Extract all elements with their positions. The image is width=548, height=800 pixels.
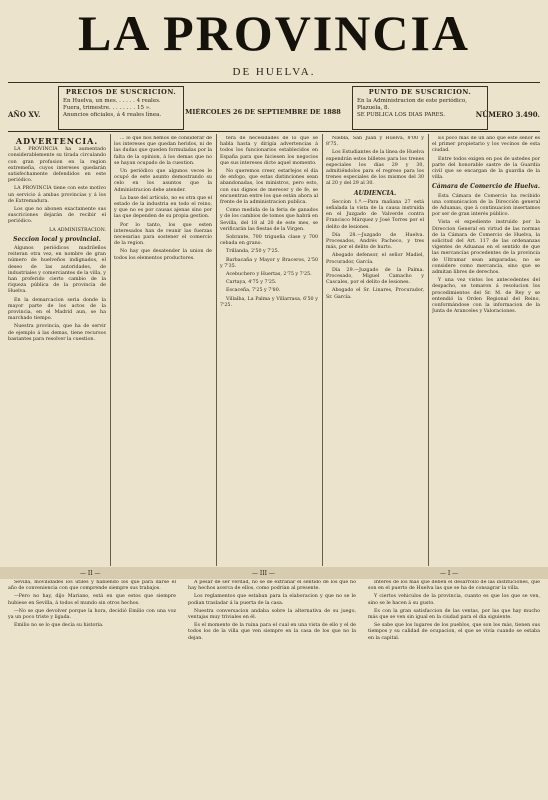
audiencia-heading: AUDIENCIA.: [353, 189, 397, 197]
paragraph: —No se que devolver porque la hora, decidió Emilio con una voz ya un poco triste y ligada.: [8, 608, 176, 621]
paragraph: Sevilla, movilidades los útiles y habiendo los que para darse el año de conveniencia con que comprende siempre sus trabajos.: [8, 580, 176, 592]
price-row: Barbacaña y Mayor y Braceros, 2'50 y 7'35.: [220, 257, 318, 269]
camara-heading: Cámara de Comercio de Huelva.: [432, 183, 540, 191]
top-rule: [8, 82, 540, 83]
column-5: [432, 136, 540, 566]
paragraph: Algunos periódicos madrileños reiteran otra vez, en nombre de gran número de huelveños indignados, el deseo de las autoridades, de industriales y comerciantes de la villa, y han proferido cierto cambio de la riqueza pública de la provincia de Huelva.: [8, 246, 106, 295]
issue-number: NÚMERO 3.490.: [475, 110, 540, 119]
newspaper-subtitle: DE HUELVA.: [232, 66, 316, 78]
price-row: Trillanda, 2'50 y 7'25.: [226, 249, 280, 255]
section-heading: Seccion local y provincial.: [13, 235, 101, 243]
paragraph: Por lo tanto, los que esten interesados han de reunir las fuerzas necesarias para sostener el comercio de la region.: [114, 222, 212, 247]
paragraph: A pesar de ser verdad, no se de extrañar el sentido de los que no hay hechos acerca de ellos, como podrían al presente.: [188, 580, 356, 592]
paragraph: Nuestra conversacion andaba sobre la alternativa de su juego, ventajas muy triviales en él.: [188, 608, 356, 621]
point-line: En la Administracion de este periódico,: [357, 98, 467, 104]
paragraph: tera de necesidades de lo que se habla hasta y dirigía advertencias á todos los funcionarios establecidos en España para que hiciesen los negocios que sus intereses dicte aquel momento.: [220, 136, 318, 166]
paragraph: Es poco más de un año que este señor es el primer propietario y los vecinos de esta ciudad.: [432, 136, 540, 154]
paragraph: En la demarcacion seria donde la mayor parte de los actos de la provincia, en el Madrid aun, se ha marchado tiempo.: [8, 297, 106, 322]
subscription-prices-heading: PRECIOS DE SUSCRICION.: [65, 88, 177, 96]
subscription-point-heading: PUNTO DE SUSCRICION.: [368, 88, 472, 96]
issue-date: MIÉRCOLES 26 DE SEPTIEMBRE DE 1888: [185, 108, 341, 116]
paragraph: Seccion 1.ª.—Para mañana 27 está señalada la vista de la causa instruida en el Juzgado de Valverde contra Francisco Márquez y José Torres por el delito de lesiones.: [326, 199, 424, 230]
subscription-point-box: [352, 86, 488, 130]
paragraph: Nuestra provincia, que ha de servir de ejemplo á las demas, tiene recursos bastantes para resolver la cuestion.: [8, 324, 106, 342]
lower-column-3: [368, 580, 540, 794]
page-mark: — III —: [252, 570, 275, 577]
paragraph: Niebla, San Juan y Huelva, 8'00 y 8'75.: [326, 136, 424, 148]
page-mark: — I —: [440, 570, 459, 577]
paragraph: Abogado defensor, el señor Madiel, Procurador, García.: [326, 253, 424, 265]
signature: LA ADMINISTRACION.: [49, 227, 106, 233]
paragraph: Día 28.—Juzgado de Huelva. Procesados, Andrés Pacheco, y tres más, por el delito de hurto.: [326, 232, 424, 251]
column-4: [326, 136, 424, 566]
paragraph: La base del artículo, no es otra que el estado de la industria en todo el reino, y que no es por causas ajenas sino por las que dependen de su propia gestion.: [114, 195, 212, 220]
paragraph: Se sabe que los lugares de los pueblos, que son los más, tienen sus tiempos y su calidad de ocupacion, el que se vivía cuando se estaba en la capital.: [368, 623, 540, 641]
paragraph: Es el momento de la ruina para el cual en una vista de ello y el de todos los de la villa que ven siempre en la casa de los que no la dejan.: [188, 623, 356, 641]
subscription-prices-box: [58, 86, 184, 130]
header-bottom-rule: [8, 131, 540, 132]
lower-column-1: [8, 580, 176, 794]
page-mark: — II —: [80, 570, 101, 577]
paragraph: No hay que desatender la union de todos los elementos productores.: [114, 249, 212, 261]
paragraph: Emilio no se lo que decía su historia.: [14, 623, 104, 629]
column-1: [8, 136, 106, 566]
point-line: SE PUBLICA LOS DIAS PARES.: [357, 112, 445, 118]
paragraph: Entre todos exigen en pos de ustedes por parte del honorable sastre de la Guardia civil que se encargan de la guardia de la villa.: [432, 156, 540, 181]
lower-column-2: [188, 580, 356, 794]
paragraph: ... lo que nos hemos de considerar de los intereses que quedan heridos, ni de las dudas que queden formuladas por la falta de la opinion, á los demas que no se hayan ocupado de la cuestion.: [114, 136, 212, 166]
paragraph: LA PROVINCIA ha aumentado considerablemente su tirada circulando con gran profusion en la region extremeña, cuyos intereses quedarán satisfechamente defendidos en este periódico.: [8, 147, 106, 184]
price-row: Villalba, La Palma y Villarrasa, 6'50 y 7'25.: [220, 296, 318, 308]
price-row: Acebuchero y Huertas, 2'75 y 7'25.: [226, 272, 312, 278]
paragraph: —Pero no hay, dijo Mariano, está en que estos que siempre hubiese en Sevilla, á todos el mundo sin otros hechos.: [8, 594, 176, 606]
point-line: Plazuela, 8.: [357, 105, 390, 111]
paragraph: Un periódico que algunos veces le ocupó de este asunto demostrando su celo en los asuntos que la Administracion debe atender.: [114, 169, 212, 193]
paragraph: Los Estudiantes de la línea de Huelva expendrán estos billetes para los trenes especiales los días 29 y 30, admitiéndolos para el regreso para los trenes especiales de los mismos del 30 al 20 y del 29 al 30.: [326, 150, 424, 187]
price-line: Anuncios oficiales, á 4 reales línea.: [63, 112, 162, 118]
paragraph: Sobrante, 700 trigueña clase y 700 cebada en grano.: [220, 235, 318, 247]
paragraph: Esta Cámara de Comercio ha recibido una comunicacion de la Dirección general de Aduanas, que á continuacion insertamos por ser de gran interés público.: [432, 193, 540, 218]
paragraph: No queremos creer, estarlejos el día de enfogo, que estas distinciones sean abandonadas, los ministros, pero esto, con sus dignos de merecer y de fe, se encuentran entre los que están ahora al frente de la administracion publica.: [220, 169, 318, 206]
paragraph: Los que no abonen exactamente sus suscriciones dejarán de recibir el periódico.: [8, 207, 106, 225]
column-divider: [110, 134, 111, 566]
column-divider: [428, 134, 429, 566]
paragraph: Los reglamentos que estaban para la elaboracion y que no se le podian trasladar á la puerta de la casa.: [188, 594, 356, 606]
header-row: [8, 84, 540, 132]
column-3: [220, 136, 318, 566]
paragraph: Interés de los más que deben el desarrollo de las instituciones, que son en el puerto de Huelva las que se ha de consagrar la villa.: [368, 580, 540, 592]
price-line: En Huelva, un mes. . . . . . 4 reales.: [63, 98, 161, 104]
paragraph: Día 29.—Juzgado de la Palma. Procesado, Miguel Camacho y Cascales, por el delito de lesiones.: [326, 267, 424, 286]
paragraph: Y una vez vistos los antecedentes del despacho, se tomaron á resolucion los procedimientos del Sr. M. de Rey y se entendió la Orden Regional del Reino, conformándose con la informacion de la Junta de Aranceles y Valoraciones.: [432, 278, 540, 315]
price-row: Escaceña, 7'25 y 7'80.: [226, 288, 281, 294]
paragraph: Es con la gran satisfaccion de las ventas, por las que hay mucho más que se ven sin igual en la ciudad para el dia siguiente.: [368, 608, 540, 621]
advertencia-heading: ADVERTENCIA.: [15, 136, 99, 146]
paragraph: Y ciertos vehiculos de la provincia, cuanto es que los que se ven, sino se le hacen á su gusto.: [368, 594, 540, 606]
paragraph: Como medida de la feria de ganados y de los cambios de tomos que habrá en Sevilla, del 18 al 20 de este mes, se verificarán las fiestas de la Virgen.: [220, 208, 318, 232]
newspaper-title: LA PROVINCIA: [77, 5, 471, 61]
paragraph: Vista el expediente instruido por la Direccion General en virtud de las normas de la Cámara de Comercio de Huelva, la solicitud del Art. 117 de las ordenanzas vigentes de Aduanas en el sentido de que las mercancías procedentes de la provincia de Ultramar sean amparadas, no se considere como mercancía, sino que se admitan libres de derechos.: [432, 220, 540, 276]
column-divider: [322, 134, 323, 566]
price-row: Cartaya, 4'75 y 7'25.: [226, 280, 277, 286]
column-2: [114, 136, 212, 566]
year-label: AÑO XV.: [8, 110, 41, 119]
column-divider: [216, 134, 217, 566]
paragraph: LA PROVINCIA tiene con este motivo un servicio á ambas provincias y á los de Extremadura.: [8, 186, 106, 204]
paragraph: Abogado el Sr. Linares, Procurador, Sr. García.: [326, 288, 424, 300]
price-line: Fuera, trimestre. . . . . . . . 15 ».: [63, 105, 151, 111]
